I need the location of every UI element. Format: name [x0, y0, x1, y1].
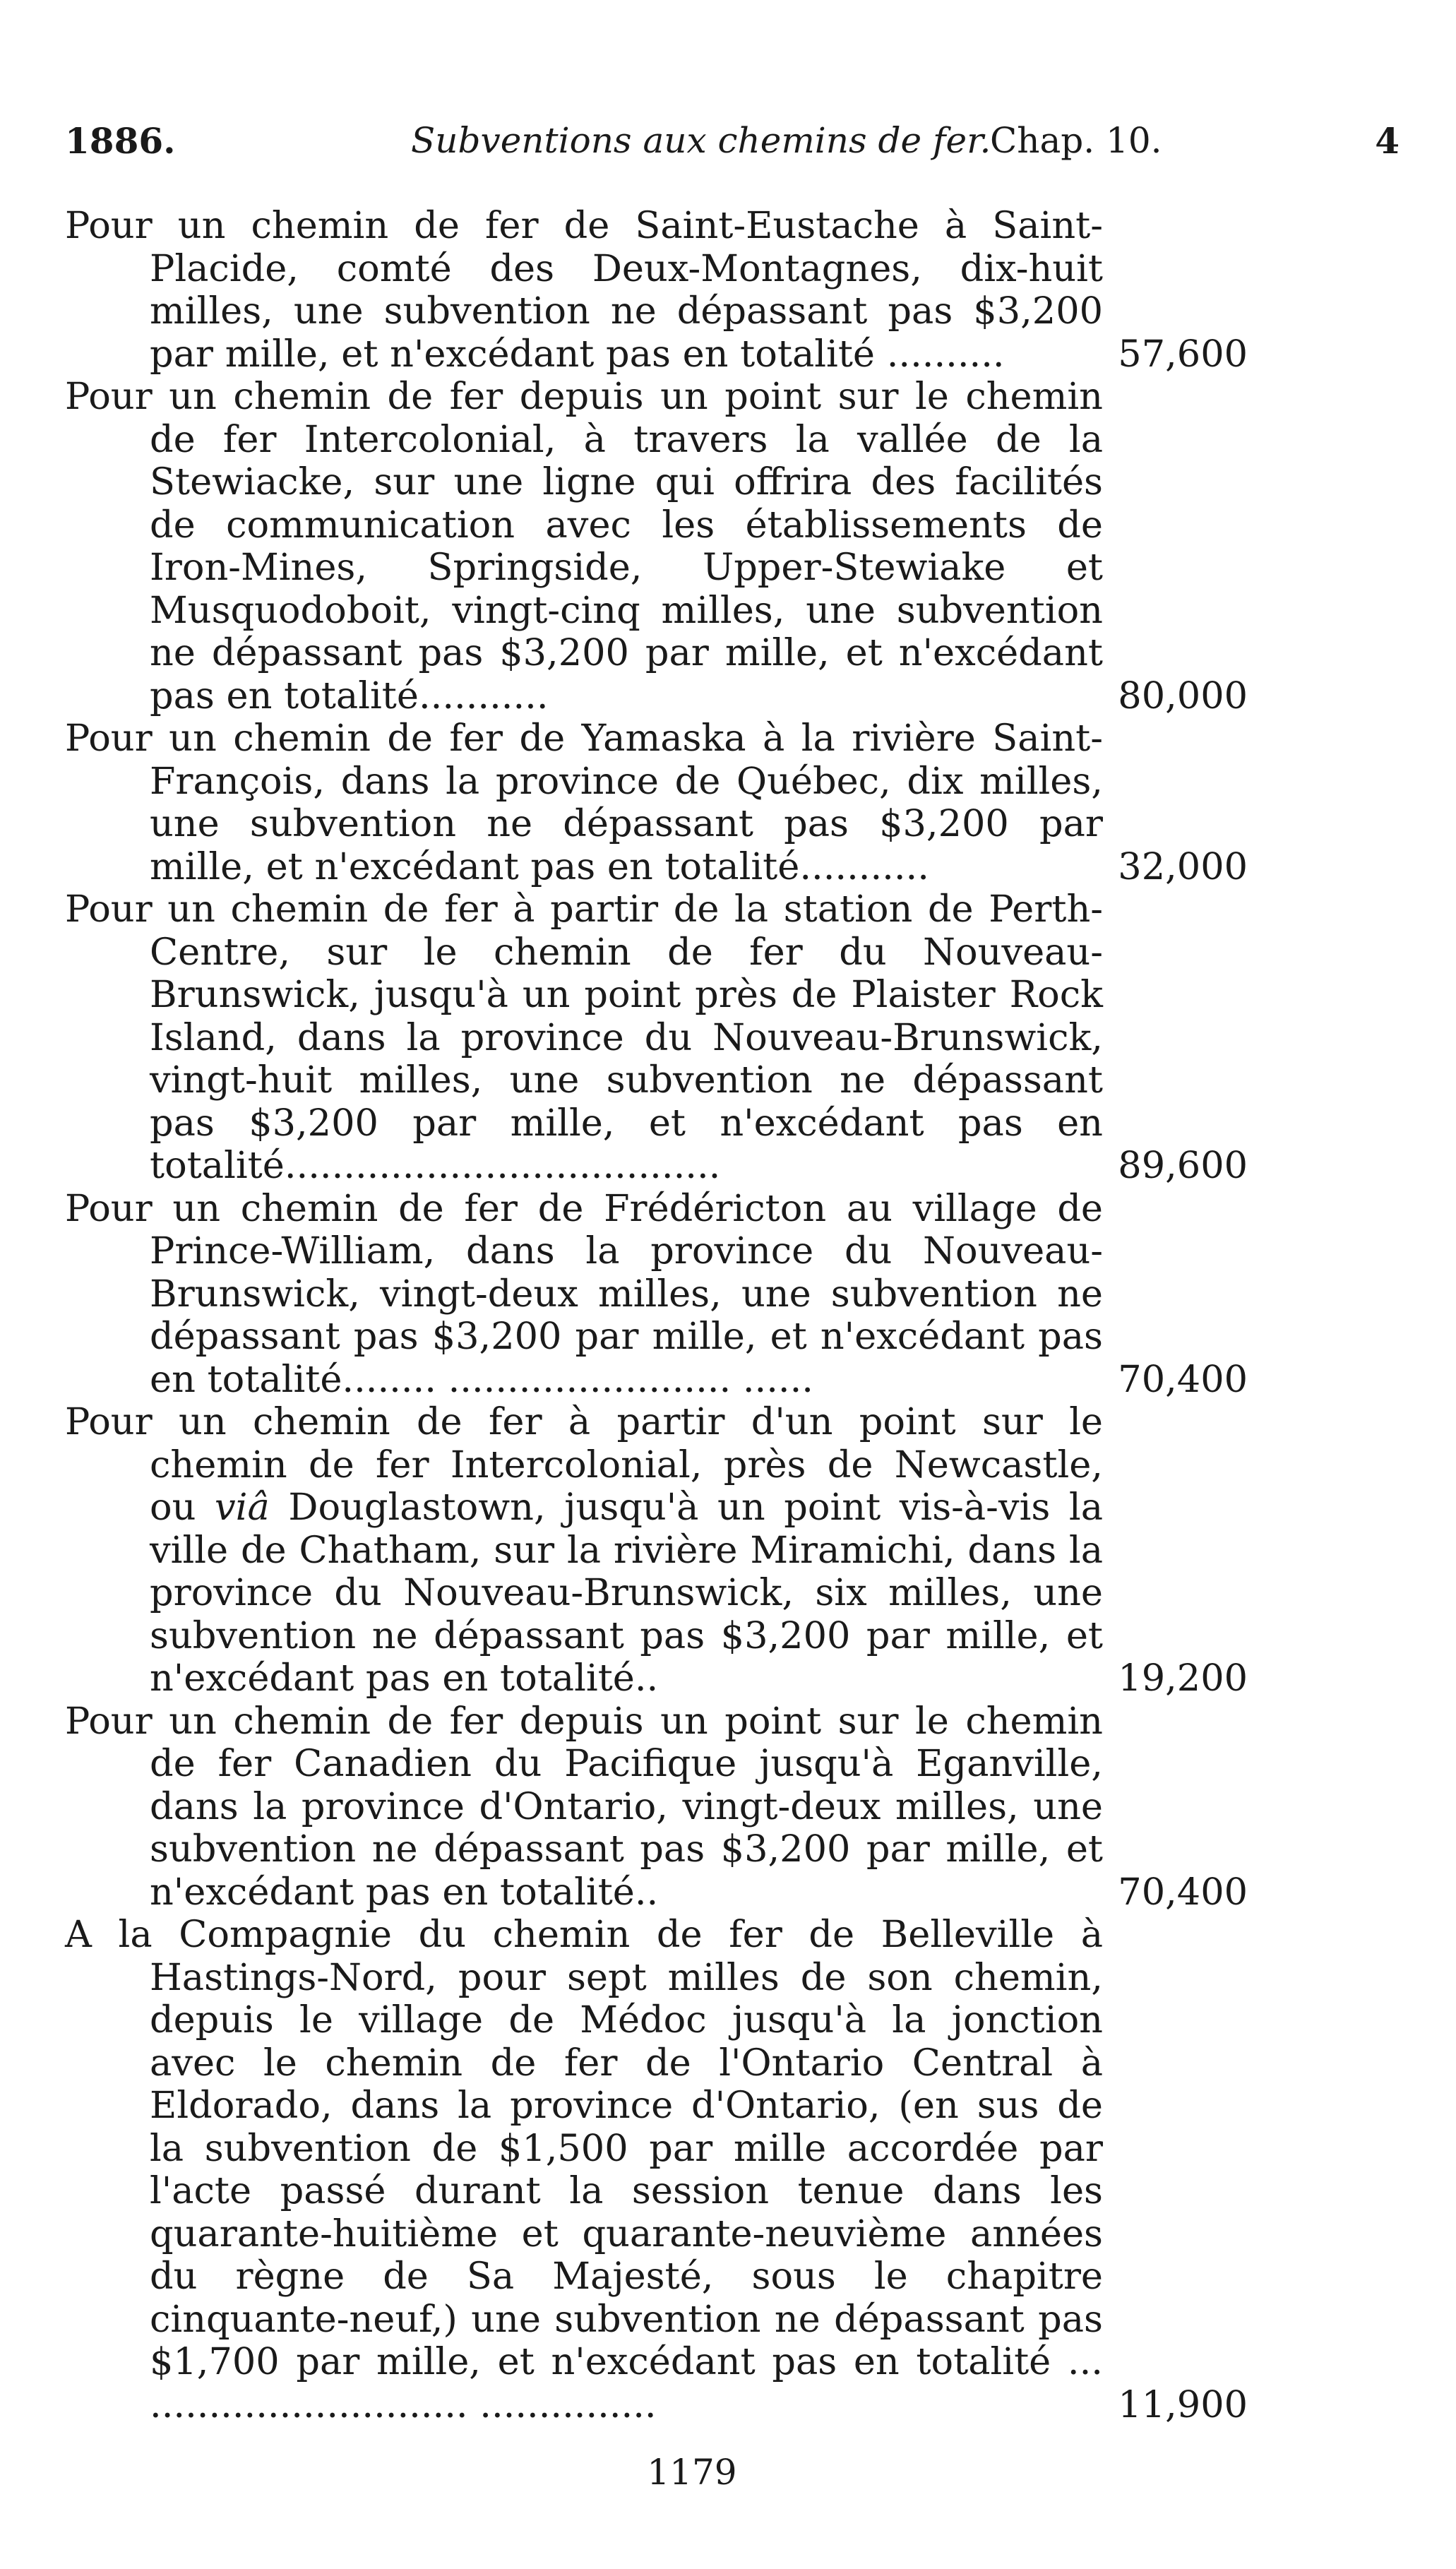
- entry-amount: 19,200: [1118, 1657, 1248, 1700]
- entry-amount: 11,900: [1118, 2383, 1248, 2426]
- entry-amount: 70,400: [1118, 1357, 1248, 1401]
- subsidy-entry: [65, 1188, 1407, 1402]
- subsidy-entry: [65, 888, 1407, 1188]
- entry-text-after: Douglastown, jusqu'à un point vis-à-vis la ville de Chatham, sur la rivière Miramichi, dans la province du Nouveau-Brunswick, six milles, une subvention ne dépassant pas $3,200 par mille, et n'excédant pas en totalité..: [150, 1486, 1103, 1700]
- entry-text: A la Compagnie du chemin de fer de Belleville à Hastings-Nord, pour sept milles de son chemin, depuis le village de Médoc jusqu'à la jonction avec le chemin de fer de l'Ontario Central à Eldorado, dans la province d'Ontario, (en sus de la subvention de $1,500 par mille accordée par l'acte passé durant la session tenue dans les quarante-huitième et quarante-neuvième années du règne de Sa Majesté, sous le chapitre cinquante-neuf,) une subvention ne dépassant pas $1,700 par mille, et n'excédant pas en totalité ... ........................... ...............: [65, 1913, 1103, 2426]
- subsidy-entries: [65, 205, 1407, 2426]
- entry-amount: 80,000: [1118, 674, 1248, 717]
- subsidy-entry: [65, 376, 1407, 717]
- running-header: [65, 120, 1400, 169]
- entry-amount: 57,600: [1118, 332, 1248, 376]
- entry-text: Pour un chemin de fer de Frédéricton au village de Prince-William, dans la province du Nouveau-Brunswick, vingt-deux milles, une subvention ne dépassant pas $3,200 par mille, et n'excédant pas en totalité........ ........................ ......: [65, 1186, 1103, 1401]
- entry-text-before: Pour un chemin de fer à partir d'un point sur le chemin de fer Intercolonial, près de Newcastle, ou: [65, 1400, 1103, 1529]
- entry-text: Pour un chemin de fer de Yamaska à la rivière Saint-François, dans la province de Québec, dix milles, une subvention ne dépassant pas $3,200 par mille, et n'excédant pas en totalité...........: [65, 717, 1103, 888]
- entry-amount: 89,600: [1118, 1144, 1248, 1187]
- header-chapter: Chap. 10.: [990, 120, 1162, 161]
- entry-amount: 70,400: [1118, 1870, 1248, 1914]
- entry-text: Pour un chemin de fer depuis un point sur le chemin de fer Intercolonial, à travers la vallée de la Stewiacke, sur une ligne qui offrira des facilités de communication avec les établissements de Iron-Mines, Springside, Upper-Stewiake et Musquodoboit, vingt-cinq milles, une subvention ne dépassant pas $3,200 par mille, et n'excédant pas en totalité...........: [65, 375, 1103, 717]
- header-page-number: 4: [1375, 120, 1400, 162]
- header-title: Subventions aux chemins de fer.: [411, 120, 991, 161]
- subsidy-entry: [65, 1401, 1407, 1700]
- header-year: 1886.: [65, 120, 176, 162]
- subsidy-entry: [65, 717, 1407, 888]
- entry-text: Pour un chemin de fer de Saint-Eustache à Saint-Placide, comté des Deux-Montagnes, dix-huit milles, une subvention ne dépassant pas $3,200 par mille, et n'excédant pas en totalité ..........: [65, 204, 1103, 376]
- entry-text: [65, 1401, 1103, 1700]
- subsidy-entry: [65, 1700, 1407, 1914]
- page-footer: [0, 2452, 1384, 2493]
- footer-page-number: 1179: [647, 2452, 737, 2493]
- entry-text: Pour un chemin de fer depuis un point sur le chemin de fer Canadien du Pacifique jusqu'à Eganville, dans la province d'Ontario, vingt-deux milles, une subvention ne dépassant pas $3,200 par mille, et n'excédant pas en totalité..: [65, 1699, 1103, 1914]
- subsidy-entry: [65, 205, 1407, 376]
- subsidy-entry: [65, 1914, 1407, 2426]
- entry-amount: 32,000: [1118, 845, 1248, 888]
- entry-text: Pour un chemin de fer à partir de la station de Perth-Centre, sur le chemin de fer du Nouveau-Brunswick, jusqu'à un point près de Plaister Rock Island, dans la province du Nouveau-Brunswick, vingt-huit milles, une subvention ne dépassant pas $3,200 par mille, et n'excédant pas en totalité.....................................: [65, 888, 1103, 1187]
- entry-text-italic: viâ: [215, 1486, 270, 1529]
